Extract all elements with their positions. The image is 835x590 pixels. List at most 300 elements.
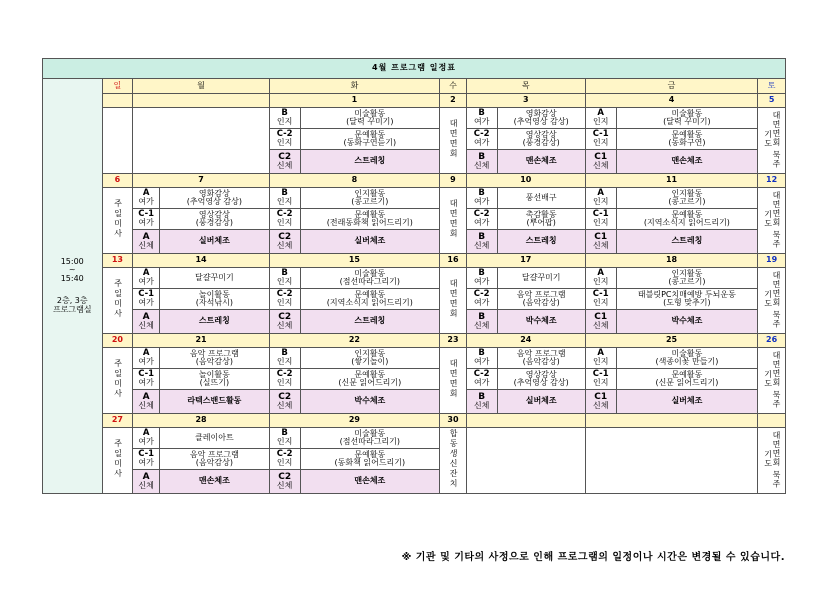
date-wed: 23 [440,334,467,348]
date-fri: 18 [585,254,757,268]
activity-cell [497,289,585,310]
physical-activity: 맨손체조 [159,470,269,494]
wednesday-label: 대면면회 [449,359,459,400]
category-code-type: 신체 [276,401,293,411]
sunday-mass-label: 주일미사 [113,199,123,240]
category-code-type: 인지 [276,357,293,367]
category-code-type: 인지 [592,138,609,148]
activity-cell [616,369,758,390]
category-code-letter: B [281,268,288,279]
wednesday-label: 합동생신잔치 [449,429,459,490]
activity-name: 달걀꾸미기 [521,272,561,282]
category-code-letter: B [478,188,485,199]
activity-detail: (음악감상) [195,357,233,366]
activity-cell [616,209,758,230]
activity-name: 미술활동 [354,108,386,118]
category-code-type: 인지 [276,458,293,468]
category-code-letter: C-2 [473,209,490,220]
activity-cell [616,348,758,369]
category-code-letter: A [142,348,150,359]
activity-cell [159,369,269,390]
wednesday-label: 대면면회 [449,279,459,320]
time-room: 프로그램실 [52,304,92,314]
activity-cell [497,209,585,230]
sunday-mass-cell [102,428,133,494]
date-wed: 2 [440,94,467,108]
activity-detail: (콩고르기) [351,197,389,206]
activity-cell [159,449,269,470]
category-code-letter: C2 [278,471,292,482]
activity-detail: (풍경감상) [522,138,560,147]
category-code [133,470,160,494]
category-code-type: 여가 [138,378,154,388]
date-sat: 19 [758,254,786,268]
category-code [133,390,160,414]
footnote: ※ 기관 및 기타의 사정으로 인해 프로그램의 일정이나 시간은 변경될 수 있습니다. [401,552,785,563]
category-code-type: 신체 [138,321,154,331]
category-code [585,188,616,209]
time-place: 2층, 3층 [56,296,88,306]
category-code-letter: B [281,348,288,359]
category-code-letter: C-2 [276,209,293,220]
category-code-type: 신체 [138,401,154,411]
category-code-type: 신체 [592,401,609,411]
category-code [269,428,300,449]
category-code [585,268,616,289]
category-code [133,209,160,230]
category-code-type: 신체 [592,321,609,331]
activity-name: 미술활동 [354,268,386,278]
category-code [466,188,497,209]
category-code-letter: C-2 [473,129,490,140]
category-code [269,369,300,390]
category-code [585,129,616,150]
activity-name: 음악 프로그램 [189,348,239,358]
category-code-letter: C2 [278,231,292,242]
activity-cell [616,108,758,129]
category-code [133,449,160,470]
activity-name: 영상감상 [525,369,557,379]
category-code-type: 인지 [592,277,609,287]
date-fri: 4 [585,94,757,108]
category-code-type: 인지 [276,437,293,447]
activity-name: 인지활동 [354,188,386,198]
physical-activity: 박수체조 [616,310,758,334]
activity-name: 문예활동 [354,209,386,219]
category-code-letter: C-1 [138,449,155,460]
activity-detail: (달력 꾸미기) [663,117,711,126]
activity-name: 문예활동 [671,369,703,379]
activity-cell [300,428,440,449]
activity-name: 촉감활동 [525,209,557,219]
date-mon [133,94,269,108]
category-code-type: 신체 [276,481,293,491]
activity-cell [300,188,440,209]
category-code-type: 인지 [276,218,293,228]
date-sat: 12 [758,174,786,188]
category-code-letter: C1 [594,311,608,322]
category-code-letter: A [142,268,150,279]
wednesday-label: 대면면회 [449,119,459,160]
category-code [269,150,300,174]
activity-name: 음악 프로그램 [516,348,566,358]
category-code-letter: C-2 [276,129,293,140]
physical-activity: 스트레칭 [616,230,758,254]
category-code-type: 인지 [592,298,609,308]
physical-activity: 실버체조 [300,230,440,254]
activity-name: 문예활동 [354,449,386,459]
category-code-type: 여가 [473,138,490,148]
category-code-letter: C-1 [592,369,609,380]
physical-activity: 스트레칭 [300,310,440,334]
physical-activity: 실버체조 [497,390,585,414]
category-code-type: 인지 [592,378,609,388]
category-code [269,108,300,129]
activity-cell [159,289,269,310]
activity-detail: (추억영상 감상) [513,378,569,387]
category-code-letter: C-1 [592,209,609,220]
category-code [585,348,616,369]
category-code-letter: A [597,348,604,359]
activity-cell [300,108,440,129]
date-mon: 21 [133,334,269,348]
activity-detail: (동화책 읽어드리기) [334,458,406,467]
activity-detail: (지역소식지 읽어드리기) [643,218,730,227]
day-header-mon: 월 [133,79,269,94]
category-code-type: 신체 [276,241,293,251]
activity-name: 영화감상 [525,108,557,118]
category-code-type: 인지 [276,277,293,287]
category-code-type: 신체 [138,241,154,251]
day-header-fri: 금 [585,79,757,94]
empty-cell [466,428,585,494]
wednesday-cell [440,188,467,254]
sunday-mass-label: 주일미사 [113,439,123,480]
wednesday-cell [440,108,467,174]
date-tue: 8 [269,174,439,188]
category-code [269,230,300,254]
category-code-letter: C2 [278,391,292,402]
activity-cell [497,348,585,369]
physical-activity: 실버체조 [159,230,269,254]
category-code-letter: B [478,231,486,242]
category-code-type: 인지 [276,117,293,127]
category-code-letter: B [281,108,288,119]
activity-cell [616,129,758,150]
activity-detail: (쌓기놀이) [351,357,389,366]
date-thu: 24 [466,334,585,348]
activity-cell [300,348,440,369]
activity-detail: (뿌어팝) [526,218,556,227]
category-code [466,369,497,390]
category-code-letter: A [597,188,604,199]
category-code [466,129,497,150]
date-wed: 30 [440,414,467,428]
wednesday-cell [440,348,467,414]
category-code [466,230,497,254]
category-code [466,310,497,334]
category-code [466,268,497,289]
activity-detail: (콩고르기) [668,197,706,206]
category-code [466,348,497,369]
activity-detail: (도형 맞추기) [663,298,711,307]
category-code-type: 인지 [276,298,293,308]
category-code-letter: C-2 [276,369,293,380]
saturday-label: 대면면회 묵주기도 [763,430,781,489]
time-end: 15:40 [60,273,84,283]
physical-activity: 실버체조 [616,390,758,414]
time-start: 15:00 [60,257,84,267]
category-code [269,348,300,369]
category-code-type: 여가 [138,357,154,367]
activity-name: 풍선배구 [525,192,557,202]
activity-name: 문예활동 [354,129,386,139]
date-mon: 14 [133,254,269,268]
category-code-letter: C2 [278,311,292,322]
date-thu: 10 [466,174,585,188]
activity-name: 클레이아트 [195,432,234,442]
sunday-mass-label: 주일미사 [113,359,123,400]
category-code [269,209,300,230]
date-sun: 6 [102,174,133,188]
day-header-thu: 목 [466,79,585,94]
physical-activity: 맨손체조 [616,150,758,174]
category-code-type: 신체 [473,321,490,331]
activity-detail: (색종이꽃 만들기) [655,357,719,366]
category-code [269,310,300,334]
activity-detail: (지역소식지 읽어드리기) [326,298,413,307]
date-mon: 7 [133,174,269,188]
category-code-type: 여가 [473,298,490,308]
activity-cell [497,108,585,129]
date-sun [102,94,133,108]
date-tue: 22 [269,334,439,348]
category-code-letter: B [478,311,486,322]
activity-cell [300,369,440,390]
activity-detail: (신문 읽어드리기) [655,378,719,387]
category-code [585,289,616,310]
category-code [466,150,497,174]
category-code-type: 여가 [473,277,490,287]
activity-detail: (점선따라그리기) [339,437,400,446]
activity-cell [159,188,269,209]
category-code-letter: C-1 [592,289,609,300]
category-code [585,230,616,254]
category-code-letter: C-2 [473,289,490,300]
category-code-type: 신체 [473,241,490,251]
category-code-letter: C1 [594,151,608,162]
date-wed: 9 [440,174,467,188]
saturday-cell [758,428,786,494]
activity-detail: (음악감상) [522,298,560,307]
category-code [269,188,300,209]
date-sat: 26 [758,334,786,348]
date-fri: 11 [585,174,757,188]
category-code [133,289,160,310]
category-code [269,390,300,414]
activity-name: 미술활동 [671,348,703,358]
activity-cell [300,268,440,289]
physical-activity: 박수체조 [300,390,440,414]
saturday-label: 대면면회 묵주기도 [763,350,781,409]
schedule-table [42,58,786,494]
category-code-letter: B [281,188,288,199]
activity-name: 영상감상 [198,209,230,219]
activity-name: 인지활동 [671,188,703,198]
category-code [466,289,497,310]
sunday-mass-label: 주일미사 [113,279,123,320]
day-header-sat: 토 [758,79,786,94]
saturday-cell [758,348,786,414]
activity-name: 인지활동 [671,268,703,278]
activity-detail: (점선따라그리기) [339,277,400,286]
day-header-sun: 일 [102,79,133,94]
saturday-cell [758,268,786,334]
category-code-letter: C1 [594,231,608,242]
saturday-label: 대면면회 묵주기도 [763,110,781,169]
category-code-type: 여가 [138,277,154,287]
activity-name: 영화감상 [198,188,230,198]
physical-activity: 박수체조 [497,310,585,334]
date-mon: 28 [133,414,269,428]
date-wed: 16 [440,254,467,268]
activity-name: 태블릿PC치매예방 두뇌운동 [637,289,736,299]
wednesday-label: 대면면회 [449,199,459,240]
activity-name: 달걀꾸미기 [195,272,234,282]
activity-name: 영상감상 [525,129,557,139]
category-code-type: 인지 [276,197,293,207]
date-sun: 27 [102,414,133,428]
category-code-letter: A [142,428,150,439]
category-code-letter: A [142,188,150,199]
category-code-type: 신체 [473,161,490,171]
activity-detail: (동화구연) [668,138,706,147]
category-code-type: 신체 [276,161,293,171]
category-code-type: 인지 [276,138,293,148]
category-code [585,209,616,230]
category-code-type: 인지 [592,117,609,127]
date-fri [585,414,757,428]
wednesday-cell [440,428,467,494]
date-sat [758,414,786,428]
category-code-letter: B [478,391,486,402]
time-info [43,79,103,494]
category-code-letter: A [142,231,150,242]
date-sat: 5 [758,94,786,108]
date-fri: 25 [585,334,757,348]
activity-cell [497,188,585,209]
activity-name: 놀이활동 [198,369,230,379]
activity-name: 음악 프로그램 [189,449,239,459]
category-code [269,470,300,494]
date-thu: 3 [466,94,585,108]
category-code-type: 인지 [592,218,609,228]
category-code-type: 여가 [473,218,490,228]
empty-cell [585,428,757,494]
activity-detail: (음악감상) [522,357,560,366]
category-code-letter: C1 [594,391,608,402]
activity-cell [300,129,440,150]
activity-detail: (음악감상) [195,458,233,467]
category-code-letter: C-1 [138,209,155,220]
empty-cell [133,108,269,174]
activity-cell [497,129,585,150]
category-code-type: 신체 [138,481,154,491]
activity-detail: (신문 읽어드리기) [338,378,402,387]
category-code [133,188,160,209]
category-code-letter: B [478,151,486,162]
category-code [133,310,160,334]
page-title: 4월 프로그램 일정표 [43,59,786,79]
category-code-letter: C-1 [592,129,609,140]
category-code-type: 여가 [138,197,154,207]
date-tue: 29 [269,414,439,428]
category-code [466,209,497,230]
category-code-type: 신체 [592,241,609,251]
saturday-cell [758,108,786,174]
category-code [133,268,160,289]
category-code-type: 인지 [276,378,293,388]
saturday-label: 대면면회 묵주기도 [763,270,781,329]
category-code-type: 인지 [592,197,609,207]
activity-detail: (실뜨기) [199,378,230,387]
category-code [585,310,616,334]
category-code [269,268,300,289]
activity-detail: (자석낚시) [195,298,233,307]
category-code [585,108,616,129]
category-code-letter: C-2 [276,289,293,300]
activity-cell [159,209,269,230]
category-code [269,289,300,310]
category-code-letter: A [597,108,604,119]
category-code [269,449,300,470]
category-code-letter: A [142,311,150,322]
saturday-cell [758,188,786,254]
physical-activity: 라텍스밴드활동 [159,390,269,414]
category-code [585,390,616,414]
saturday-label: 대면면회 묵주기도 [763,190,781,249]
activity-name: 문예활동 [354,289,386,299]
physical-activity: 스트레칭 [159,310,269,334]
activity-cell [300,449,440,470]
physical-activity: 스트레칭 [300,150,440,174]
activity-name: 놀이활동 [198,289,230,299]
physical-activity: 스트레칭 [497,230,585,254]
activity-cell [497,268,585,289]
category-code-type: 여가 [138,298,154,308]
sunday-mass-cell [102,348,133,414]
category-code-type: 여가 [138,458,154,468]
date-sun: 20 [102,334,133,348]
category-code [585,369,616,390]
activity-detail: (콩고르기) [668,277,706,286]
category-code-type: 여가 [473,117,490,127]
day-header-tue: 화 [269,79,439,94]
category-code [585,150,616,174]
category-code-type: 신체 [276,321,293,331]
category-code [466,390,497,414]
category-code-type: 여가 [473,197,490,207]
activity-detail: (추억영상 감상) [186,197,242,206]
category-code-type: 여가 [473,357,490,367]
category-code [133,428,160,449]
category-code-type: 신체 [592,161,609,171]
category-code [269,129,300,150]
category-code-letter: B [478,348,485,359]
activity-detail: (추억영상 감상) [513,117,569,126]
category-code-letter: B [478,268,485,279]
activity-cell [300,209,440,230]
